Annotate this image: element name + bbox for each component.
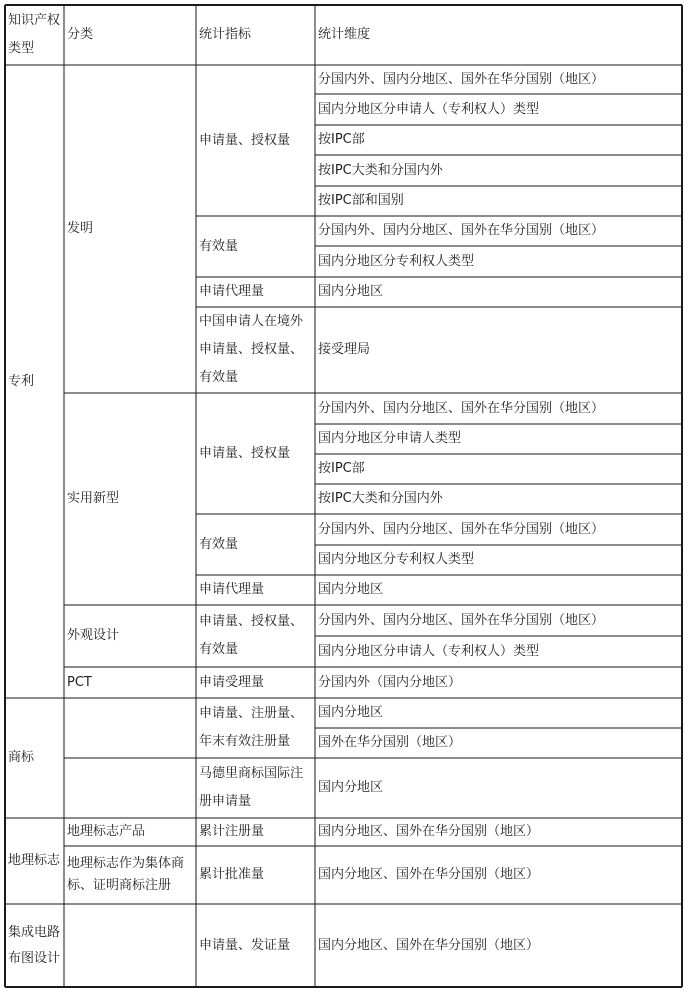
header-category-text: 分类	[67, 27, 94, 42]
dimension-cell-text: 国内分地区	[318, 582, 384, 597]
indicator-cell-text: 申请量、授权量	[199, 132, 291, 148]
dimension-cell	[316, 394, 681, 423]
indicator-cell	[197, 759, 314, 817]
ip-type-cell-text: 专利	[8, 373, 35, 389]
indicator-cell-text: 申请量、注册量、年末有效注册量	[199, 706, 304, 749]
category-cell	[65, 66, 195, 392]
dimension-cell-text: 分国内外、国内分地区、国外在华分国别（地区）	[318, 521, 605, 537]
dimension-cell	[316, 729, 681, 757]
dimension-cell-text: 按IPC大类和分国内外	[318, 162, 443, 178]
dimension-cell-text: 国内分地区、国外在华分国别（地区）	[318, 937, 540, 953]
dimension-cell-text: 国内分地区	[318, 780, 384, 795]
indicator-cell-text: 马德里商标国际注册申请量	[199, 766, 304, 809]
dimension-cell	[316, 847, 681, 903]
category-cell-text: 外观设计	[67, 628, 120, 643]
dimension-cell	[316, 819, 681, 845]
dimension-cell	[316, 515, 681, 544]
category-cell-text: PCT	[67, 674, 92, 690]
dimension-cell-text: 分国内外、国内分地区、国外在华分国别（地区）	[318, 400, 605, 416]
indicator-cell	[197, 515, 314, 574]
dimension-cell-text: 按IPC大类和分国内外	[318, 491, 443, 506]
dimension-cell-text: 国内分地区分申请人（专利权人）类型	[318, 643, 540, 659]
category-cell	[65, 699, 195, 757]
dimension-cell	[316, 546, 681, 574]
dimension-cell	[316, 278, 681, 306]
header-indicator	[197, 6, 314, 64]
indicator-cell	[197, 576, 314, 604]
dimension-cell-text: 国内分地区分专利权人类型	[318, 253, 475, 269]
header-dimension	[316, 6, 681, 64]
dimension-cell	[316, 759, 681, 817]
dimension-cell-text: 接受理局	[318, 342, 371, 357]
category-cell-text: 发明	[67, 221, 94, 236]
dimension-cell-text: 按IPC部	[318, 461, 365, 476]
indicator-cell	[197, 699, 314, 757]
category-cell	[65, 606, 195, 666]
header-indicator-text: 统计指标	[199, 27, 252, 42]
indicator-cell	[197, 66, 314, 215]
ip-type-cell-text: 地理标志	[8, 853, 61, 868]
dimension-cell-text: 分国内外（国内分地区）	[318, 674, 462, 690]
dimension-cell	[316, 187, 681, 215]
dimension-cell-text: 国内分地区分专利权人类型	[318, 552, 475, 567]
dimension-cell	[316, 66, 681, 93]
category-cell	[65, 394, 195, 604]
indicator-cell	[197, 394, 314, 513]
ip-type-cell-text: 集成电路布图设计	[8, 924, 61, 966]
dimension-cell	[316, 156, 681, 185]
category-cell-text: 地理标志作为集体商标、证明商标注册	[67, 856, 185, 893]
header-category	[65, 6, 195, 64]
indicator-cell	[197, 606, 314, 666]
dimension-cell	[316, 637, 681, 666]
dimension-cell-text: 国内分地区	[318, 284, 384, 299]
dimension-cell	[316, 606, 681, 635]
indicator-cell	[197, 819, 314, 845]
indicator-cell-text: 申请量、发证量	[199, 937, 291, 953]
indicator-cell-text: 申请代理量	[199, 284, 265, 299]
ip-type-cell	[6, 66, 63, 697]
indicator-cell-text: 有效量	[199, 238, 239, 254]
ip-type-cell	[6, 905, 63, 986]
dimension-cell-text: 国内分地区、国外在华分国别（地区）	[318, 824, 540, 839]
indicator-cell-text: 有效量	[199, 536, 239, 552]
category-cell	[65, 905, 195, 986]
category-cell-text: 实用新型	[67, 491, 120, 506]
header-dimension-text: 统计维度	[318, 27, 371, 42]
dimension-cell-text: 国内分地区	[318, 705, 384, 720]
dimension-cell-text: 国内分地区、国外在华分国别（地区）	[318, 867, 540, 882]
dimension-cell-text: 国外在华分国别（地区）	[318, 735, 462, 750]
header-ip-type-text: 知识产权类型	[8, 13, 61, 56]
indicator-cell	[197, 668, 314, 697]
dimension-cell	[316, 217, 681, 245]
indicator-cell-text: 申请受理量	[199, 674, 265, 690]
category-cell	[65, 819, 195, 845]
dimension-cell-text: 分国内外、国内分地区、国外在华分国别（地区）	[318, 612, 605, 628]
ip-type-cell-text: 商标	[8, 750, 35, 765]
dimension-cell	[316, 425, 681, 453]
indicator-cell-text: 中国申请人在境外申请量、授权量、有效量	[199, 314, 304, 385]
category-cell	[65, 668, 195, 697]
dimension-cell	[316, 485, 681, 513]
dimension-cell	[316, 308, 681, 392]
dimension-cell	[316, 905, 681, 986]
dimension-cell-text: 国内分地区分申请人类型	[318, 431, 462, 446]
dimension-cell-text: 分国内外、国内分地区、国外在华分国别（地区）	[318, 223, 605, 238]
dimension-cell	[316, 95, 681, 124]
dimension-cell	[316, 126, 681, 154]
dimension-cell-text: 国内分地区分申请人（专利权人）类型	[318, 101, 540, 117]
dimension-cell-text: 按IPC部和国别	[318, 193, 404, 208]
indicator-cell-text: 申请量、授权量、有效量	[199, 614, 304, 657]
category-cell-text: 地理标志产品	[67, 824, 146, 839]
ip-type-cell	[6, 699, 63, 817]
header-ip-type	[6, 6, 63, 64]
indicator-cell	[197, 308, 314, 392]
indicator-cell-text: 累计批准量	[199, 867, 265, 882]
dimension-cell	[316, 699, 681, 727]
indicator-cell	[197, 217, 314, 276]
dimension-cell	[316, 576, 681, 604]
dimension-cell-text: 分国内外、国内分地区、国外在华分国别（地区）	[318, 71, 605, 87]
dimension-cell	[316, 247, 681, 276]
indicator-cell-text: 累计注册量	[199, 824, 265, 839]
indicator-cell	[197, 847, 314, 903]
ip-type-cell	[6, 819, 63, 903]
indicator-cell-text: 申请代理量	[199, 582, 265, 597]
dimension-cell-text: 按IPC部	[318, 132, 365, 147]
indicator-cell-text: 申请量、授权量	[199, 445, 291, 461]
category-cell	[65, 847, 195, 903]
dimension-cell	[316, 455, 681, 483]
category-cell	[65, 759, 195, 817]
indicator-cell	[197, 278, 314, 306]
indicator-cell	[197, 905, 314, 986]
dimension-cell	[316, 668, 681, 697]
